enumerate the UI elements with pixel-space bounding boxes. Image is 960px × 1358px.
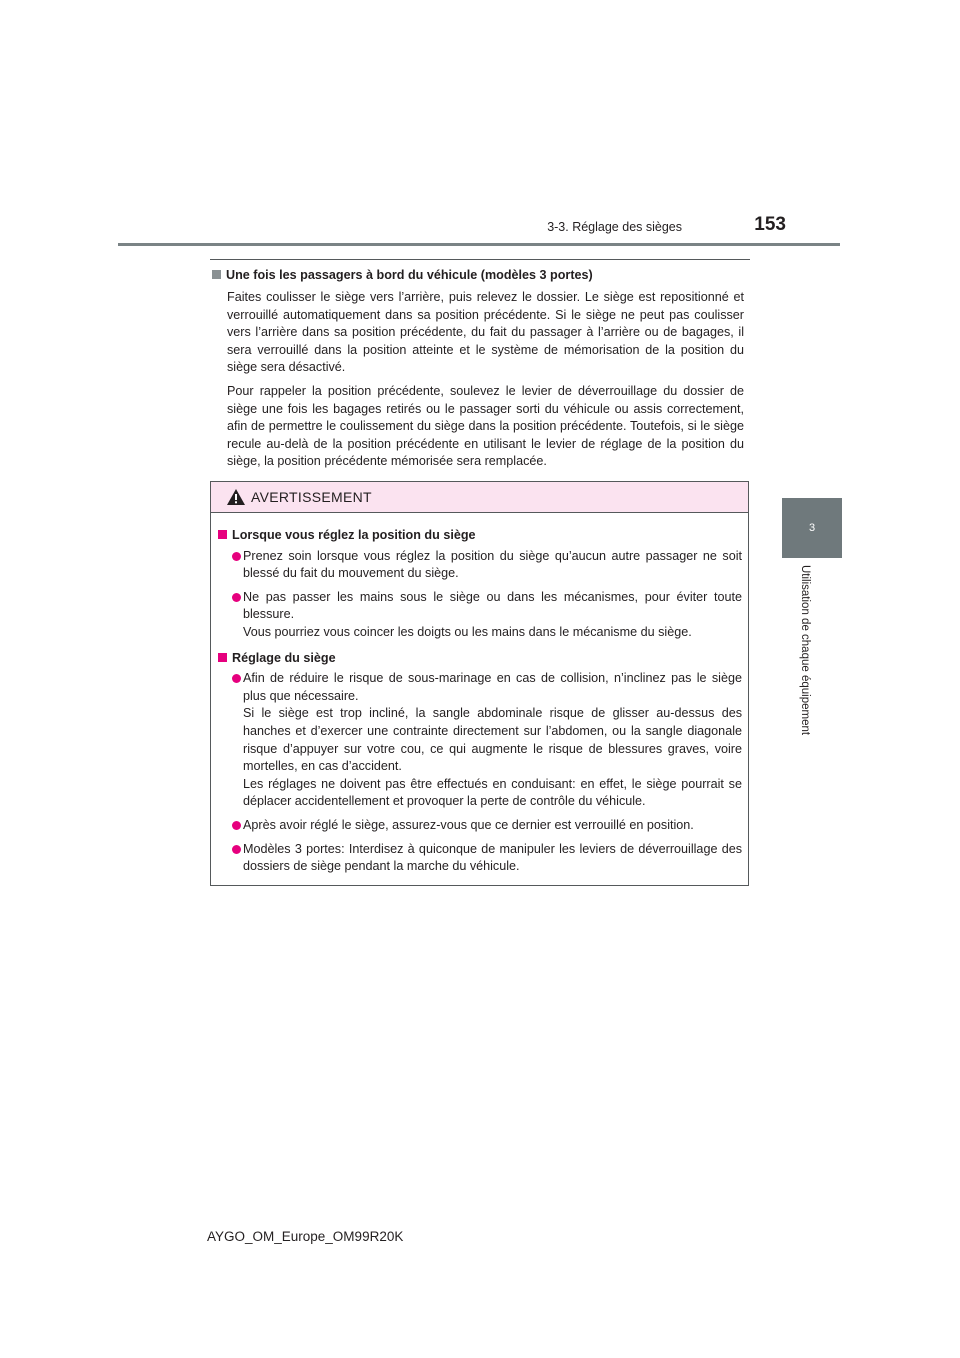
warning-box: [210, 481, 749, 886]
warning-bullet: [218, 589, 742, 642]
round-bullet-icon: [232, 845, 241, 854]
warning-header: [211, 482, 748, 513]
warning-bullet: [218, 841, 742, 876]
warning-heading-adjustment: [218, 650, 742, 668]
warning-bullet: [218, 817, 742, 835]
header-rule: [118, 243, 840, 246]
bullet-text: Les réglages ne doivent pas être effectués en conduisant: en effet, le siège pourrait se déplacer accidentellement et provoquer la perte de contrôle du véhicule.: [243, 776, 742, 809]
bullet-text: Prenez soin lorsque vous réglez la position du siège qu’aucun autre passager ne soit blessé du fait du mouvement du siège.: [243, 548, 742, 581]
warning-triangle-icon: [226, 488, 246, 506]
round-bullet-icon: [232, 674, 241, 683]
intro-heading: [212, 266, 744, 284]
document-code: AYGO_OM_Europe_OM99R20K: [207, 1229, 404, 1244]
warning-bullet: [218, 670, 742, 811]
intro-paragraph-1: Faites coulisser le siège vers l’arrière, puis relevez le dossier. Le siège est repositionné et verrouillé automatiquement dans sa position précédente. Si le siège ne peut pas coulisser vers l’arrière dans sa position précédente, du fait du passager à l’arrière ou de bagages, il sera verrouillé dans la position atteinte et le système de mémorisation de la position du siège sera désactivé.: [227, 290, 744, 375]
chapter-tab[interactable]: [782, 498, 842, 558]
page-number: 153: [754, 214, 786, 235]
square-bullet-icon: [218, 653, 227, 662]
content-rule: [210, 259, 750, 260]
bullet-text: Modèles 3 portes: Interdisez à quiconque de manipuler les leviers de déverrouillage des dossiers de siège pendant la marche du véhicule.: [243, 841, 742, 874]
section-title: 3-3. Réglage des sièges: [547, 220, 682, 234]
round-bullet-icon: [232, 593, 241, 602]
warning-body: [211, 513, 748, 876]
warning-title: AVERTISSEMENT: [251, 489, 372, 505]
warning-bullet: [218, 548, 742, 583]
round-bullet-icon: [232, 552, 241, 561]
intro-heading-text: Une fois les passagers à bord du véhicule (modèles 3 portes): [226, 268, 593, 282]
bullet-text: Après avoir réglé le siège, assurez-vous que ce dernier est verrouillé en position.: [243, 817, 694, 832]
bullet-text: Afin de réduire le risque de sous-marinage en cas de collision, n’inclinez pas le siège plus que nécessaire.: [243, 671, 742, 703]
chapter-title: Utilisation de chaque équipement: [799, 565, 811, 736]
warning-heading-text: Réglage du siège: [232, 650, 336, 665]
bullet-text: Ne pas passer les mains sous le siège ou dans les mécanismes, pour éviter toute blessure.: [243, 589, 742, 622]
square-bullet-icon: [212, 270, 221, 279]
intro-paragraph-2: Pour rappeler la position précédente, soulevez le levier de déverrouillage du dossier de siège une fois les bagages retirés ou le passager sorti du véhicule ou assis correctement, afin de permettre le coulissement du siège dans la position précédente. Toutefois, si le siège recule au-delà de la position précédente en utilisant le levier de réglage de la position du siège, la position précédente mémorisée sera remplacée.: [227, 383, 744, 469]
square-bullet-icon: [218, 530, 227, 539]
bullet-text: Vous pourriez vous coincer les doigts ou les mains dans le mécanisme du siège.: [243, 624, 692, 639]
intro-section: [212, 266, 744, 471]
warning-heading-position: [218, 527, 742, 545]
chapter-number: 3: [808, 522, 816, 534]
warning-heading-text: Lorsque vous réglez la position du siège: [232, 528, 476, 542]
bullet-text: Si le siège est trop incliné, la sangle abdominale risque de glisser au-dessus des hanches et d’exercer une contrainte directement sur l’abdomen, ou la sangle diagonale risque d’appuyer sur votre cou, ce qui augmente le risque de blessures graves, voire mortelles, en cas d’accident.: [243, 706, 742, 774]
round-bullet-icon: [232, 821, 241, 830]
